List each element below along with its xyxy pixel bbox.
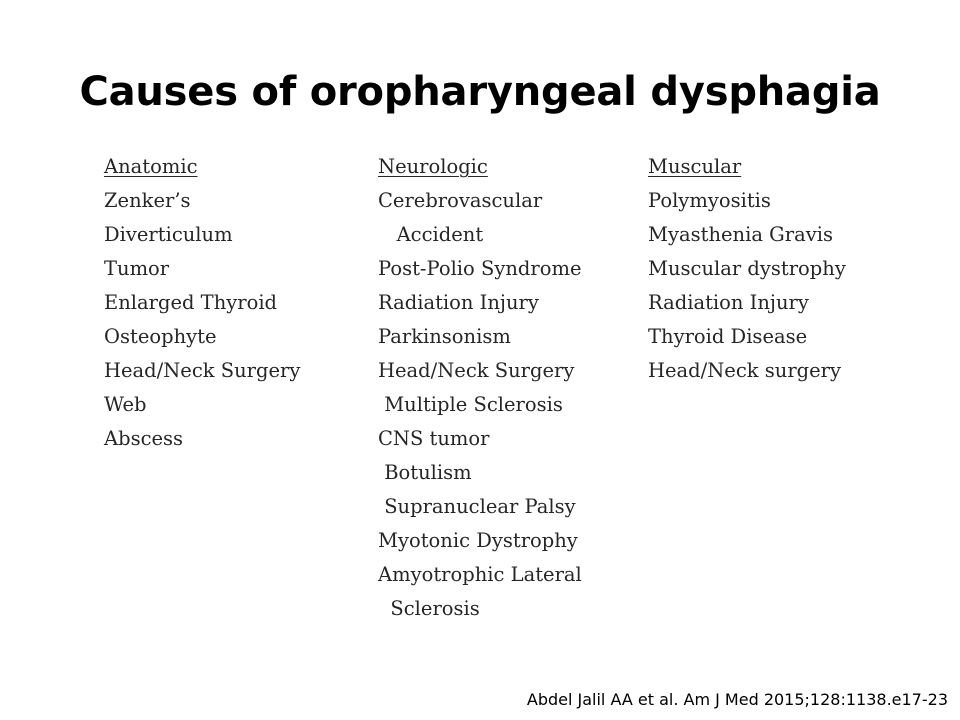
cause-item: Tumor	[104, 257, 170, 280]
column-muscular	[648, 150, 846, 388]
cause-item: Polymyositis	[648, 189, 771, 212]
cause-item: Radiation Injury	[648, 291, 809, 314]
cause-item: Enlarged Thyroid	[104, 291, 278, 314]
cause-item: CNS tumor	[378, 427, 490, 450]
column-neurologic	[378, 150, 582, 626]
cause-item: Head/Neck Surgery	[104, 359, 301, 382]
cause-item: Head/Neck surgery	[648, 359, 842, 382]
cause-list-neurologic	[378, 184, 582, 626]
cause-item: Post-Polio Syndrome	[378, 257, 582, 280]
citation: Abdel Jalil AA et al. Am J Med 2015;128:1138.e17-23	[526, 690, 948, 709]
cause-list-anatomic	[104, 184, 300, 456]
cause-list-muscular	[648, 184, 846, 388]
cause-item: Parkinsonism	[378, 325, 511, 348]
cause-item: Osteophyte	[104, 325, 217, 348]
column-heading-neurologic: Neurologic	[378, 155, 488, 178]
cause-item: Sclerosis	[378, 597, 480, 620]
cause-item: Head/Neck Surgery	[378, 359, 575, 382]
cause-item: Thyroid Disease	[648, 325, 808, 348]
cause-item: Diverticulum	[104, 223, 233, 246]
column-heading-muscular: Muscular	[648, 155, 742, 178]
cause-item: Multiple Sclerosis	[378, 393, 563, 416]
cause-item: Web	[104, 393, 147, 416]
cause-item: Cerebrovascular	[378, 189, 543, 212]
cause-item: Amyotrophic Lateral	[378, 563, 582, 586]
column-heading-anatomic: Anatomic	[104, 155, 198, 178]
cause-item: Botulism	[378, 461, 472, 484]
cause-item: Accident	[378, 223, 484, 246]
slide-title: Causes of oropharyngeal dysphagia	[79, 69, 881, 115]
cause-item: Supranuclear Palsy	[378, 495, 576, 518]
cause-item: Myotonic Dystrophy	[378, 529, 578, 552]
cause-item: Myasthenia Gravis	[648, 223, 833, 246]
cause-item: Abscess	[104, 427, 184, 450]
cause-item: Zenker’s	[104, 189, 191, 212]
cause-item: Radiation Injury	[378, 291, 539, 314]
cause-item: Muscular dystrophy	[648, 257, 846, 280]
column-anatomic	[104, 150, 300, 456]
